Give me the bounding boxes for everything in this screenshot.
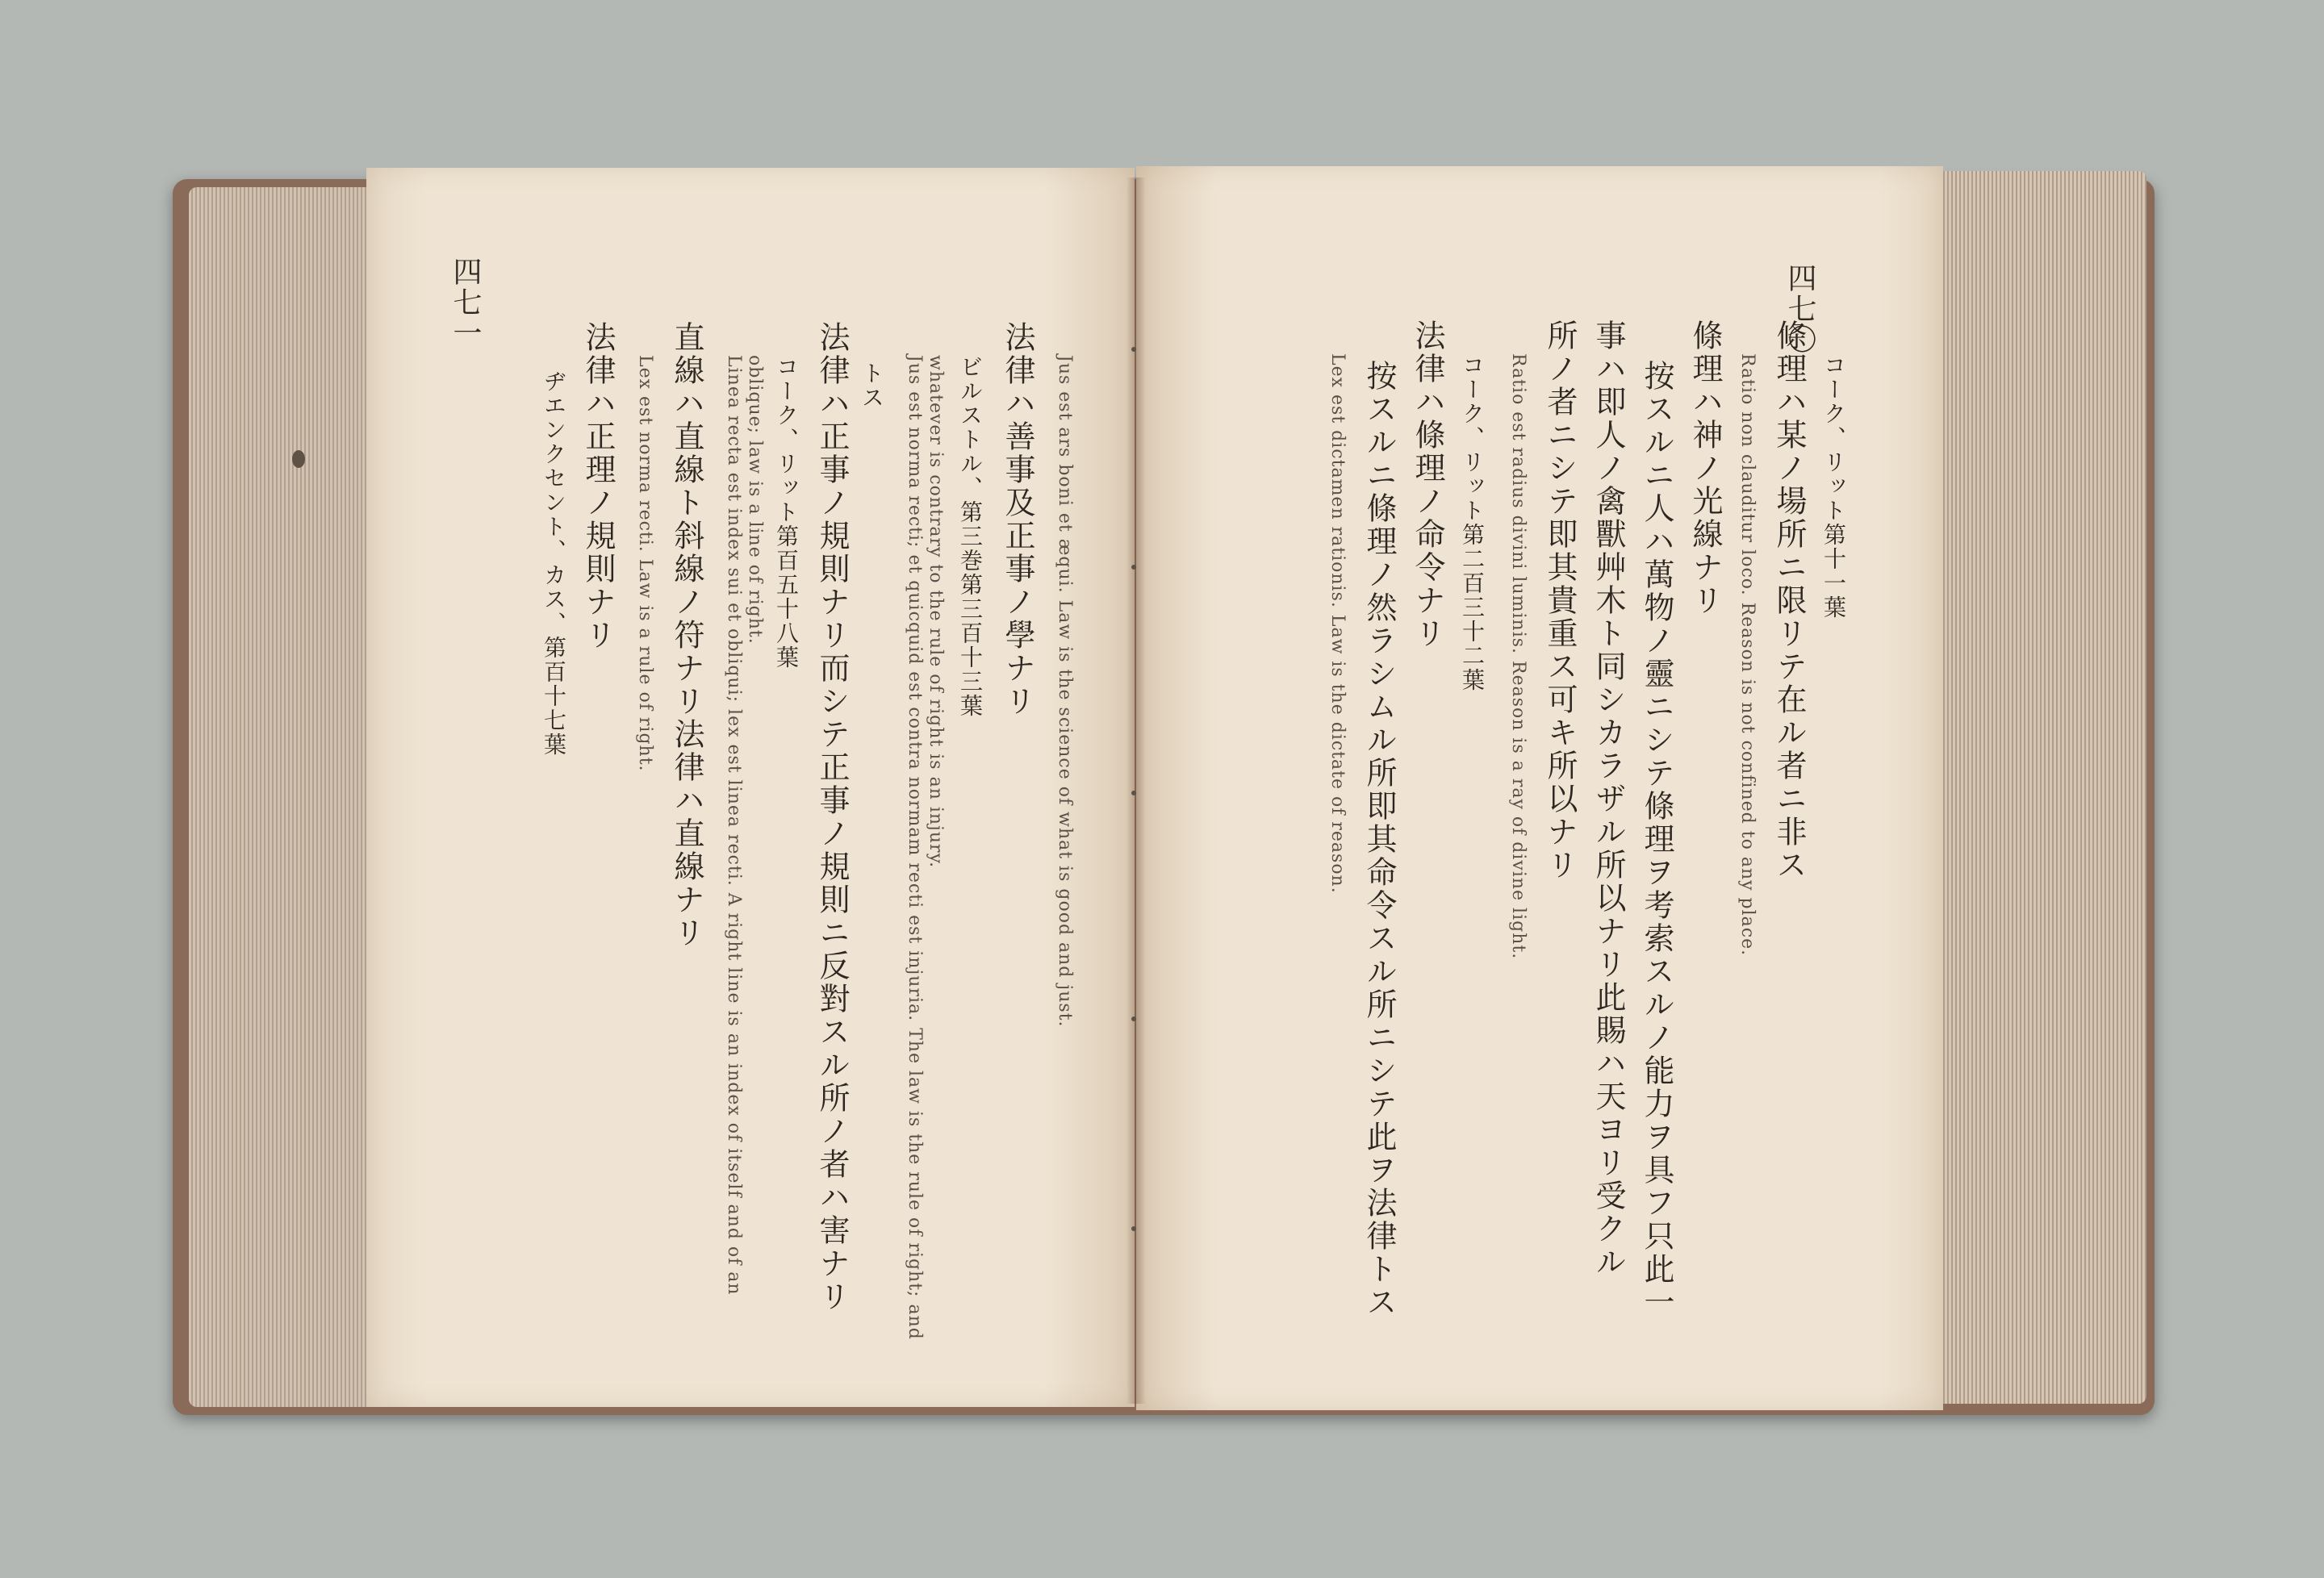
right-col-8: Ratio est radius divini luminis. Reason is a ray of divine light. <box>1508 353 1528 960</box>
right-col-3: Ratio non clauditur loco. Reason is not confined to any place. <box>1737 353 1758 957</box>
left-col-9: トス <box>859 361 885 410</box>
left-col-13: 法律ハ善事及正事ノ學ナリ <box>1000 321 1035 718</box>
stitch-hole <box>1131 791 1136 795</box>
binding-hole <box>292 450 305 468</box>
left-col-4: 直線ハ直線ト斜線ノ符ナリ法律ハ直線ナリ <box>669 321 704 950</box>
right-col-4: 條理ハ神ノ光線ナリ <box>1687 319 1723 617</box>
right-col-9: コーク、リット第二百三十二葉 <box>1459 353 1486 692</box>
left-col-10: Jus est norma recti; et quicquid est contra normam recti est injuria. The law is the rule of right; and <box>905 355 925 1340</box>
left-col-14: Jus est ars boni et æqui. Law is the science of what is good and just. <box>1055 355 1075 1028</box>
left-page-edges <box>189 187 395 1407</box>
right-col-11: 按スルニ條理ノ然ラシムル所即其命令スル所ニシテ此ヲ法律トス <box>1361 360 1397 1319</box>
book-gutter <box>1126 177 1146 1404</box>
right-page <box>1136 166 1943 1410</box>
left-col-5: Linea recta est index sui et obliqui; lex est linea recti. A right line is an index of itself and of an <box>724 355 744 1296</box>
right-col-2: 條理ハ某ノ場所ニ限リテ在ル者ニ非ス <box>1771 319 1807 882</box>
left-col-12: ビルストル、第三巻第三百十三葉 <box>957 355 984 718</box>
right-col-6: 事ハ即人ノ禽獸艸木ト同シカラザル所以ナリ此賜ハ天ヨリ受クル <box>1590 319 1626 1279</box>
left-col-6: oblique; law is a line of right. <box>745 355 765 645</box>
left-col-1: ヂエンクセント、カス、第百十七葉 <box>541 369 567 757</box>
left-col-8: 法律ハ正事ノ規則ナリ而シテ正事ノ規則ニ反對スル所ノ者ハ害ナリ <box>814 321 850 1313</box>
right-col-10: 法律ハ條理ノ命令ナリ <box>1410 319 1445 650</box>
stitch-hole <box>1131 347 1136 352</box>
right-col-12: Lex est dictamen rationis. Law is the dictate of reason. <box>1327 353 1348 894</box>
stitch-hole <box>1131 1226 1136 1231</box>
right-page-number: 四七〇 <box>1783 263 1816 355</box>
right-col-5: 按スルニ人ハ萬物ノ靈ニシテ條理ヲ考索スルノ能力ヲ具フ只此一 <box>1639 360 1674 1319</box>
right-col-7: 所ノ者ニシテ即其貴重ス可キ所以ナリ <box>1542 319 1578 882</box>
left-col-3: Lex est norma recti. Law is a rule of right. <box>635 355 655 772</box>
left-col-2: 法律ハ正理ノ規則ナリ <box>580 321 616 652</box>
left-col-7: コーク、リット第百五十八葉 <box>773 355 800 670</box>
left-page <box>366 168 1135 1407</box>
left-page-number: 四七一 <box>449 257 482 349</box>
right-page-edges <box>1919 171 2146 1404</box>
stitch-hole <box>1131 1017 1136 1021</box>
left-col-11: whatever is contrary to the rule of right is an injury. <box>926 355 946 869</box>
stitch-hole <box>1131 565 1136 570</box>
right-col-1: コーク、リット第十一葉 <box>1820 353 1847 620</box>
